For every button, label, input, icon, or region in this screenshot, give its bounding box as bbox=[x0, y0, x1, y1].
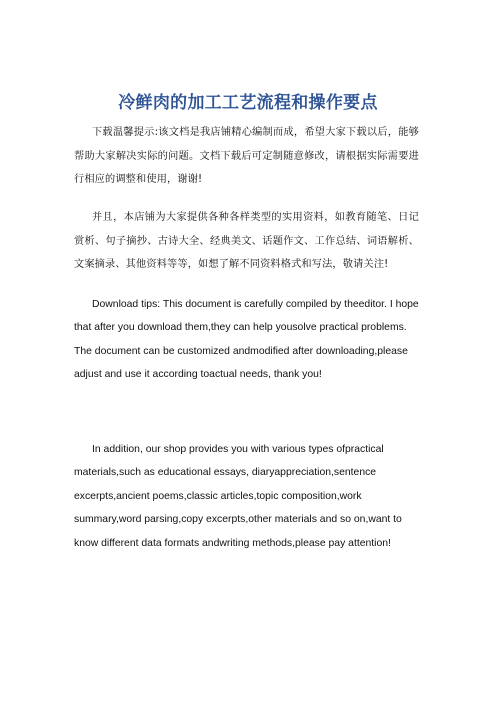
shop-intro-paragraph-cn: 并且，本店铺为大家提供各种各样类型的实用资料，如教育随笔、日记赏析、句子摘抄、古诗大全、经典美文、话题作文、工作总结、词语解析、文案摘录、其他资料等等，如想了解不同资料格式和写法，敬请关注! bbox=[74, 212, 419, 270]
download-tip-paragraph-en: Download tips: This document is carefully compiled by theeditor. I hope that after you download them,they can help yousolve practical problems. The document can be customized andmodified after downloading,please adjust and use it according toactual needs, thank you! bbox=[74, 299, 419, 381]
document-title: 冷鲜肉的加工工艺流程和操作要点 bbox=[118, 93, 378, 113]
download-tip-paragraph-cn: 下载温馨提示:该文档是我店铺精心编制而成，希望大家下载以后，能够帮助大家解决实际的问题。文档下载后可定制随意修改，请根据实际需要进行相应的调整和使用，谢谢! bbox=[74, 127, 419, 185]
shop-intro-paragraph-en: In addition, our shop provides you with various types ofpractical materials,such as educational essays, diaryappreciation,sentence excerpts,ancient poems,classic articles,topic composition,work summary,word parsing,copy excerpts,other materials and so on,want to know different data formats andwriting methods,please pay attention! bbox=[74, 444, 402, 549]
